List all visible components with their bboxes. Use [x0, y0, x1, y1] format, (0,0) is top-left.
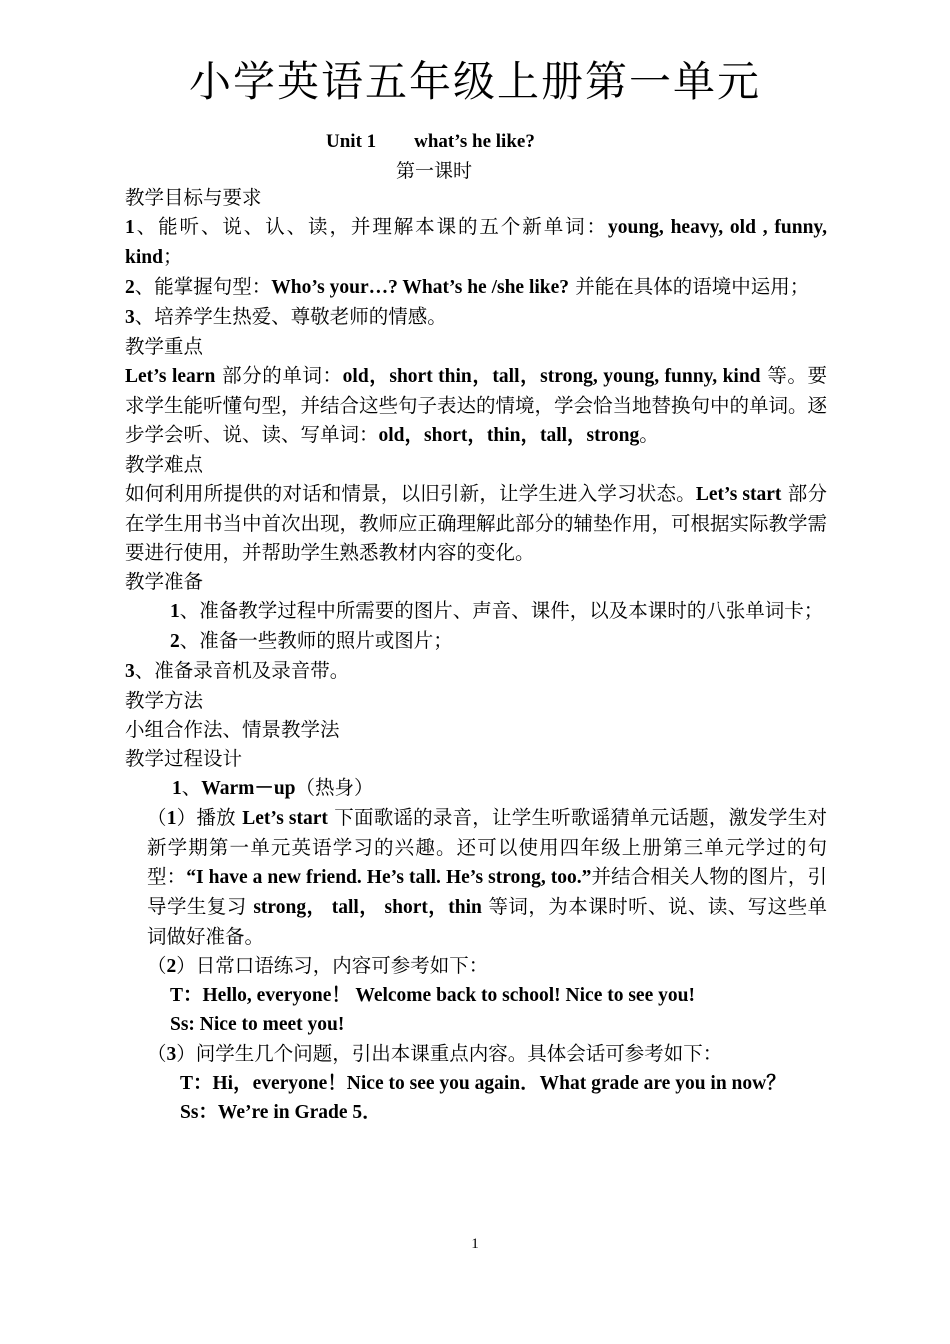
key-points: Let’s learn 部分的单词：old，short thin，tall，strong, young, funny, kind 等。要求学生能听懂句型，并结合这些句子表达的情境，学会恰当地替换句中的单词。逐步学会听、说、读、写单词：old，short，thin，tall，strong。: [125, 364, 828, 446]
method-heading: 教学方法: [125, 689, 204, 712]
lesson-label: 第一课时: [396, 160, 473, 182]
goals-heading: 教学目标与要求: [125, 186, 262, 209]
dialog-2-teacher: T：Hi，everyone！Nice to see you again．What grade are you in now？: [180, 1073, 786, 1094]
design-heading: 教学过程设计: [125, 747, 243, 770]
document-body: [125, 183, 827, 1127]
prep-2: 2、准备一些教师的照片或图片；: [170, 629, 453, 652]
document-title: 小学英语五年级上册第一单元: [188, 57, 761, 106]
prep-1: 1、准备教学过程中所需要的图片、声音、课件，以及本课时的八张单词卡；: [170, 599, 824, 622]
page-number: 1: [471, 1236, 479, 1252]
prep-3: 3、准备录音机及录音带。: [125, 659, 350, 682]
goal-2: 2、能掌握句型：Who’s your…? What’s he /she like? 并能在具体的语境中运用；: [125, 275, 810, 298]
goal-1: 1、能听、说、认、读，并理解本课的五个新单词：young, heavy, old , funny, kind；: [125, 215, 827, 268]
dialog-1-teacher: T：Hello, everyone！ Welcome back to school! Nice to see you!: [170, 985, 695, 1006]
dialog-2-students: Ss：We’re in Grade 5．: [180, 1102, 382, 1123]
dialog-1-students: Ss: Nice to meet you!: [170, 1014, 345, 1035]
unit-subtitle: Unit 1 what’s he like?: [326, 131, 535, 152]
step-2: （2）日常口语练习，内容可参考如下：: [147, 954, 489, 977]
method-text: 小组合作法、情景教学法: [125, 718, 340, 741]
goal-3: 3、培养学生热爱、尊敬老师的情感。: [125, 305, 447, 328]
difficulty-heading: 教学难点: [125, 453, 204, 476]
key-heading: 教学重点: [125, 335, 204, 358]
step-3: （3）问学生几个问题，引出本课重点内容。具体会话可参考如下：: [147, 1042, 723, 1065]
difficulty-text: 如何利用所提供的对话和情景，以旧引新，让学生进入学习状态。Let’s start 部分在学生用书当中首次出现，教师应正确理解此部分的辅垫作用，可根据实际教学需要进行使用，并帮助学生熟悉教材内容的变化。: [125, 482, 828, 564]
prep-heading: 教学准备: [125, 570, 204, 593]
warm-up-heading: 1、Warm－up（热身）: [172, 776, 374, 799]
step-1: （1）播放 Let’s start 下面歌谣的录音，让学生听歌谣猜单元话题，激发学生对新学期第一单元英语学习的兴趣。还可以使用四年级上册第三单元学过的句型：“I have a new friend. He’s tall. He’s strong, too.”并结合相关人物的图片，引导学生复习 strong， tall， short，thin 等词，为本课时听、说、读、写这些单词做好准备。: [147, 806, 828, 948]
